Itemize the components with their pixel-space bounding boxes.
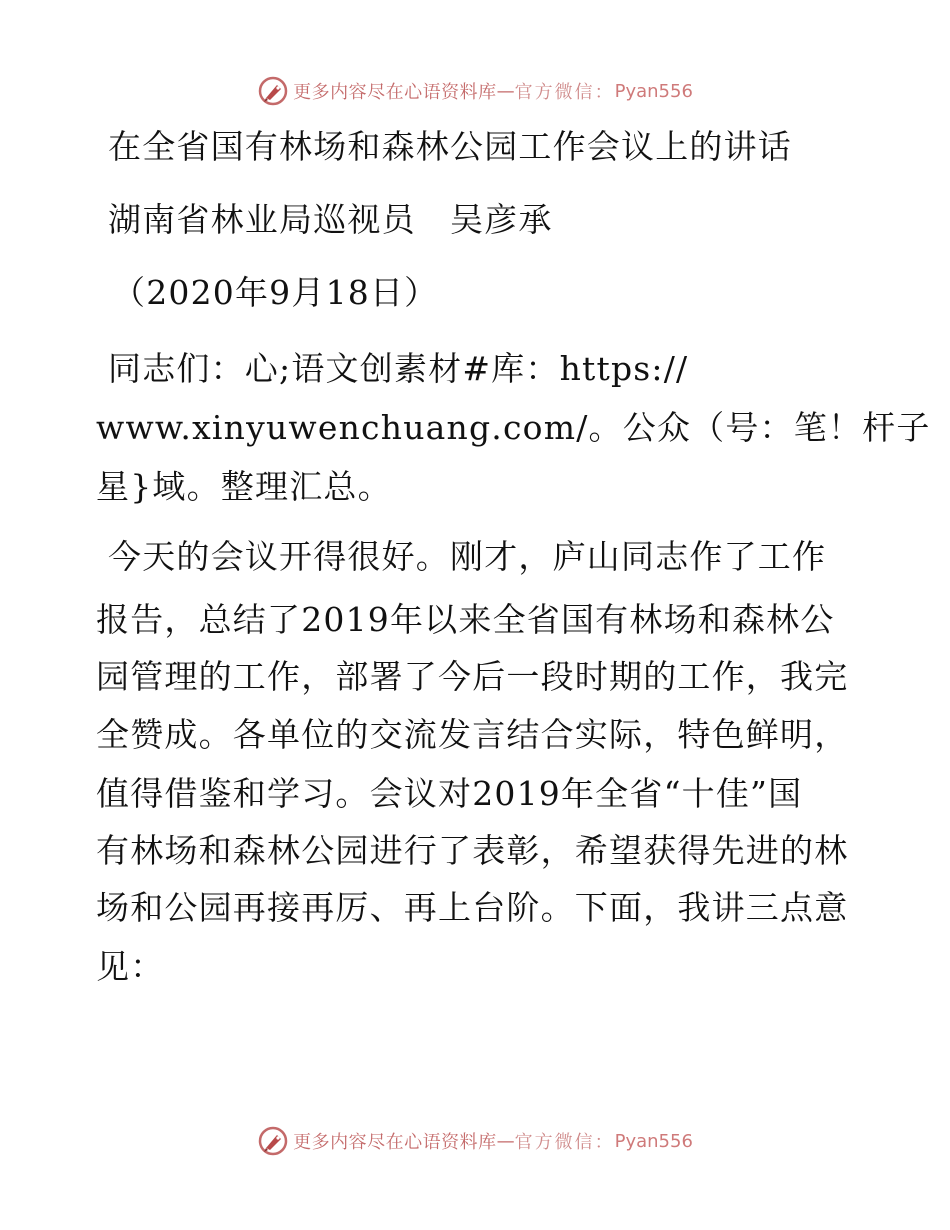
- notice-line: www.xinyuwenchuang.com/。公众（号：笔！杆子: [96, 408, 931, 447]
- notice-line: 星}域。整理汇总。: [96, 467, 392, 506]
- body-line: 今天的会议开得很好。刚才，庐山同志作了工作: [108, 537, 827, 576]
- body-line: 值得借鉴和学习。会议对2019年全省“十佳”国: [96, 774, 803, 813]
- body-line: 园管理的工作，部署了今后一段时期的工作，我完: [96, 657, 849, 696]
- watermark-label: 官方微信：: [514, 1132, 615, 1153]
- header-watermark: [0, 74, 950, 108]
- body-line: 场和公园再接再厉、再上台阶。下面，我讲三点意: [96, 888, 849, 927]
- pen-nib-icon: [257, 1125, 289, 1157]
- body-line: 有林场和森林公园进行了表彰，希望获得先进的林: [96, 831, 849, 870]
- watermark-text: 更多内容尽在心语资料库: [293, 82, 497, 103]
- watermark-separator: —: [496, 1130, 515, 1152]
- watermark-account: Pyan556: [614, 1130, 693, 1152]
- watermark-separator: —: [496, 80, 515, 102]
- document-author: 湖南省林业局巡视员 吴彦承: [108, 200, 553, 239]
- footer-watermark: [0, 1124, 950, 1158]
- body-line: 全赞成。各单位的交流发言结合实际，特色鲜明，: [96, 715, 849, 754]
- body-line: 报告，总结了2019年以来全省国有林场和森林公: [96, 600, 835, 639]
- watermark-account: Pyan556: [614, 80, 693, 102]
- notice-line: 同志们：心;语文创素材#库：https://: [108, 349, 689, 388]
- body-line: 见：: [96, 947, 165, 986]
- document-title: 在全省国有林场和森林公园工作会议上的讲话: [108, 127, 792, 166]
- document-date: （2020年9月18日）: [112, 273, 439, 312]
- pen-nib-icon: [257, 75, 289, 107]
- watermark-label: 官方微信：: [514, 82, 615, 103]
- watermark-text: 更多内容尽在心语资料库: [293, 1132, 497, 1153]
